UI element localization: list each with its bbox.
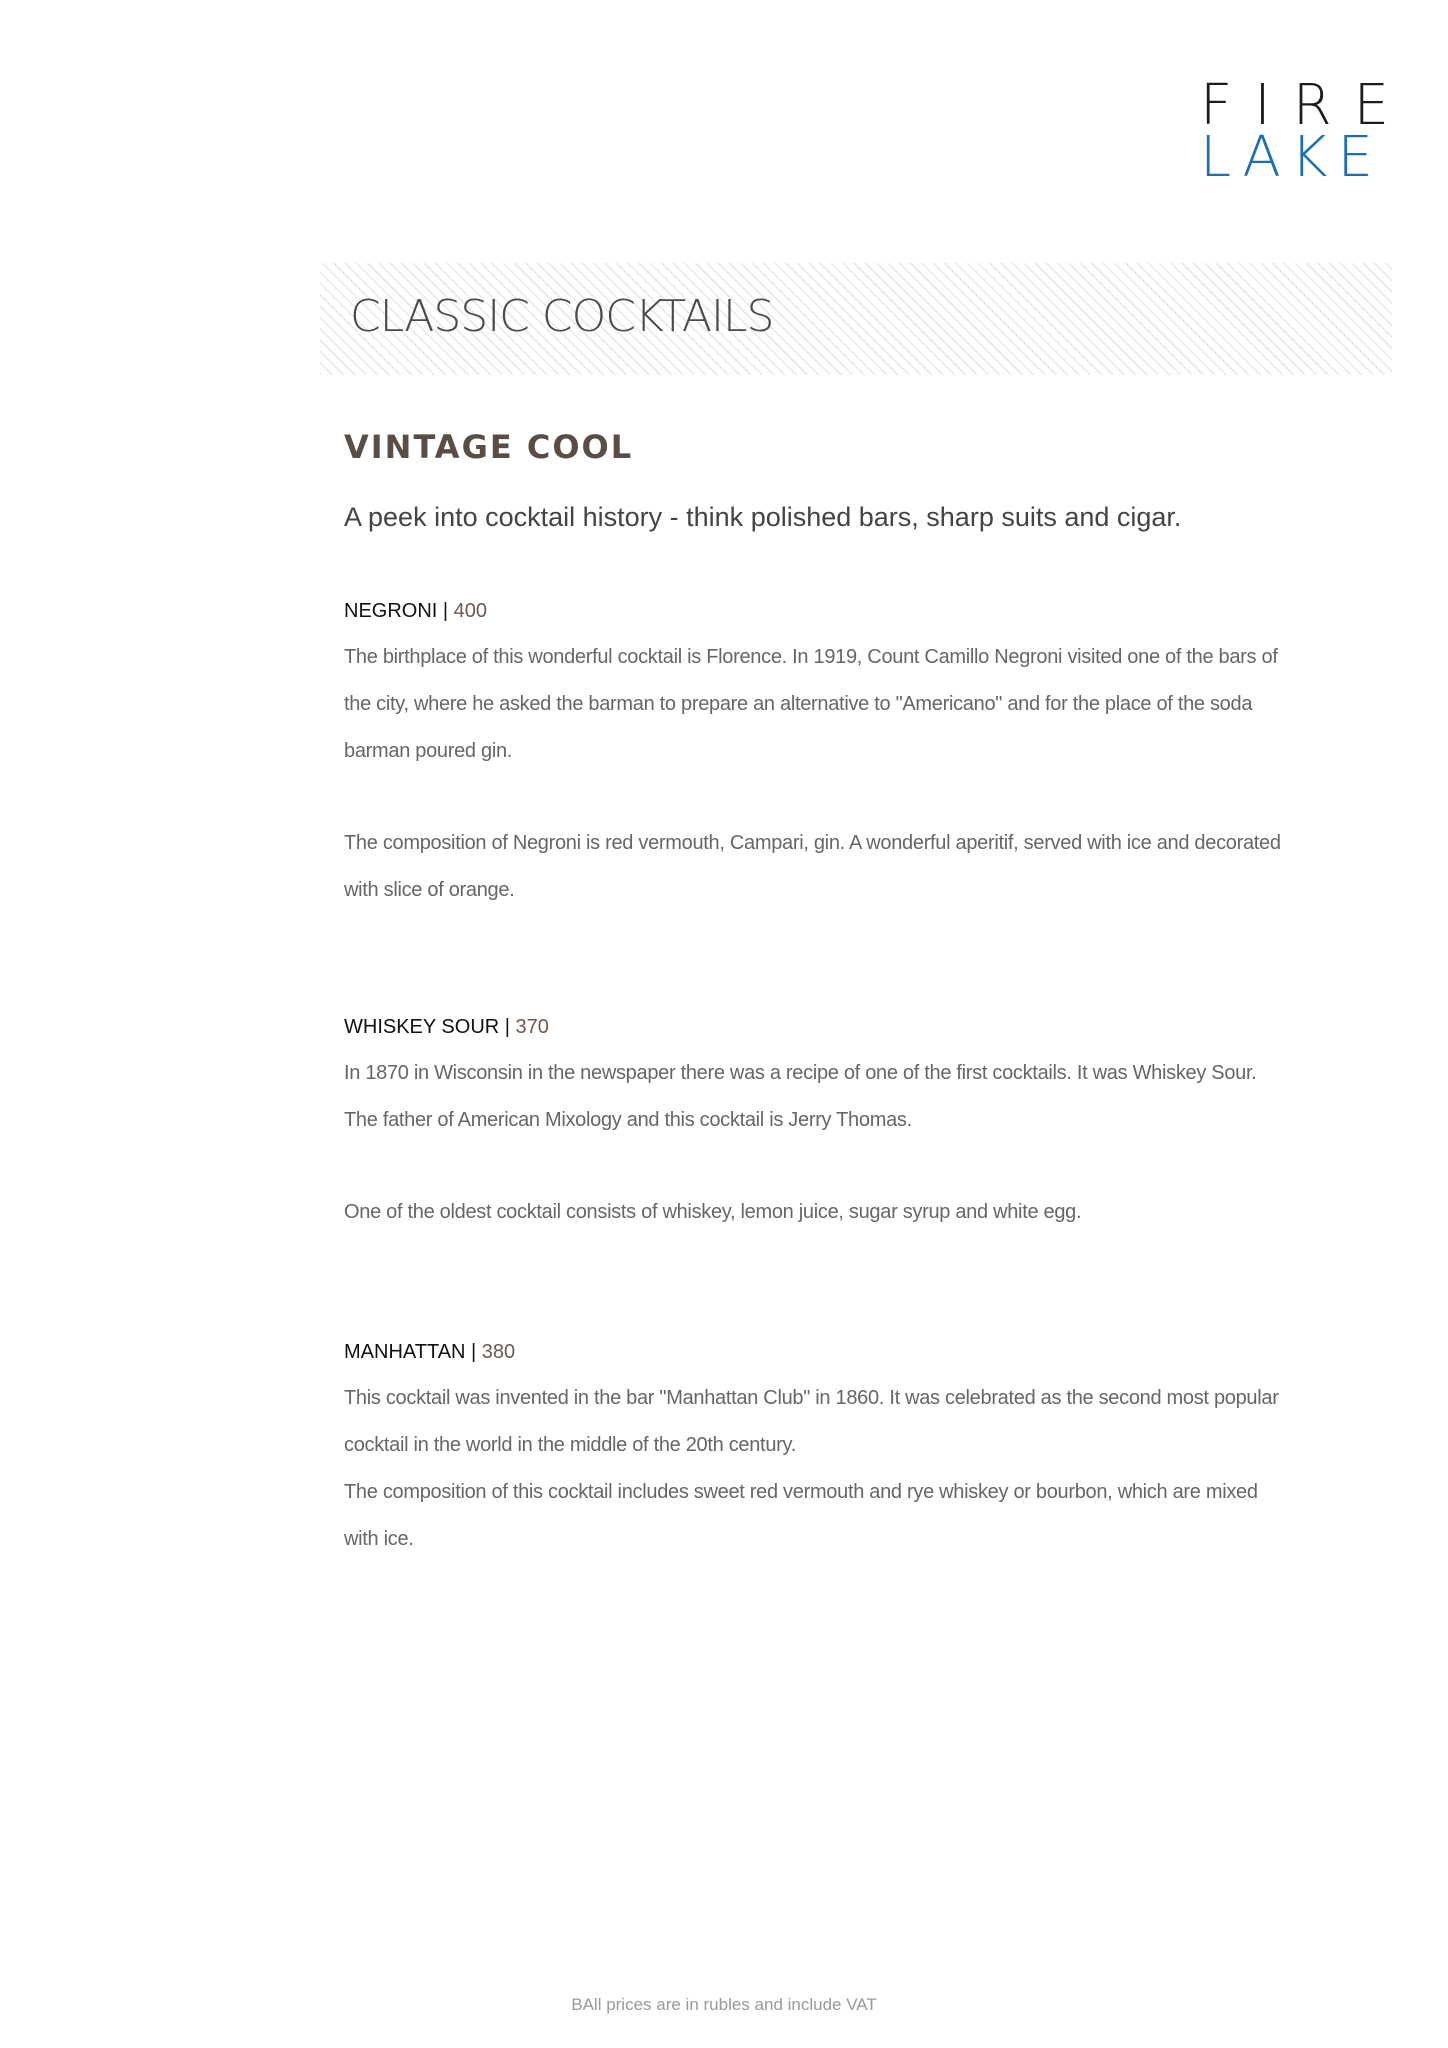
menu-item-header [344,1014,1284,1040]
menu-item-name: MANHATTAN [344,1341,466,1363]
menu-item-price: 370 [515,1016,549,1038]
menu-item-price: 380 [481,1341,516,1363]
menu-item-name: NEGRONI [344,600,443,622]
logo-word-lake: LAKE [1200,125,1383,190]
section-title: VINTAGE COOL [344,428,634,466]
menu-item-manhattan [344,1339,1284,1563]
menu-item-name: WHISKEY SOUR [344,1016,500,1038]
menu-item-separator: | [442,600,454,622]
menu-item-description: The composition of this cocktail includes sweet red vermouth and rye whiskey or bourbon, which are mixed with ice. [344,1481,1258,1550]
menu-item-description: One of the oldest cocktail consists of whiskey, lemon juice, sugar syrup and white egg. [344,1201,1082,1223]
menu-item-description: The composition of Negroni is red vermouth, Campari, gin. A wonderful aperitif, served with ice and decorated with slice of orange. [344,832,1281,901]
menu-item-separator: | [465,1341,482,1363]
menu-item-description: The birthplace of this wonderful cocktail is Florence. In 1919, Count Camillo Negroni visited one of the bars of the city, where he asked the barman to prepare an alternative to "Americano" and for the place of the soda barman poured gin. [344,646,1278,762]
menu-content [344,425,1284,1550]
menu-item-price: 400 [453,600,488,622]
category-title: CLASSIC COCKTAILS [350,291,774,342]
menu-item-header [344,598,1284,624]
menu-item-description: This cocktail was invented in the bar "Manhattan Club" in 1860. It was celebrated as the second most popular cocktail in the world in the middle of the 20th century. [344,1387,1279,1456]
category-banner [320,263,1392,375]
fire-lake-logo [1180,73,1412,190]
menu-item-description: In 1870 in Wisconsin in the newspaper there was a recipe of one of the first cocktails. It was Whiskey Sour. The father of American Mixology and this cocktail is Jerry Thomas. [344,1062,1257,1131]
price-note-footer: BAll prices are in rubles and include VAT [571,1995,877,2014]
menu-item-whiskey-sour [344,1014,1284,1236]
logo-word-fire: FIRE [1200,73,1412,138]
menu-item-separator: | [499,1016,516,1038]
section-intro: A peek into cocktail history - think polished bars, sharp suits and cigar. [344,502,1182,532]
menu-item-header [344,1339,1284,1365]
menu-item-negroni [344,598,1284,914]
